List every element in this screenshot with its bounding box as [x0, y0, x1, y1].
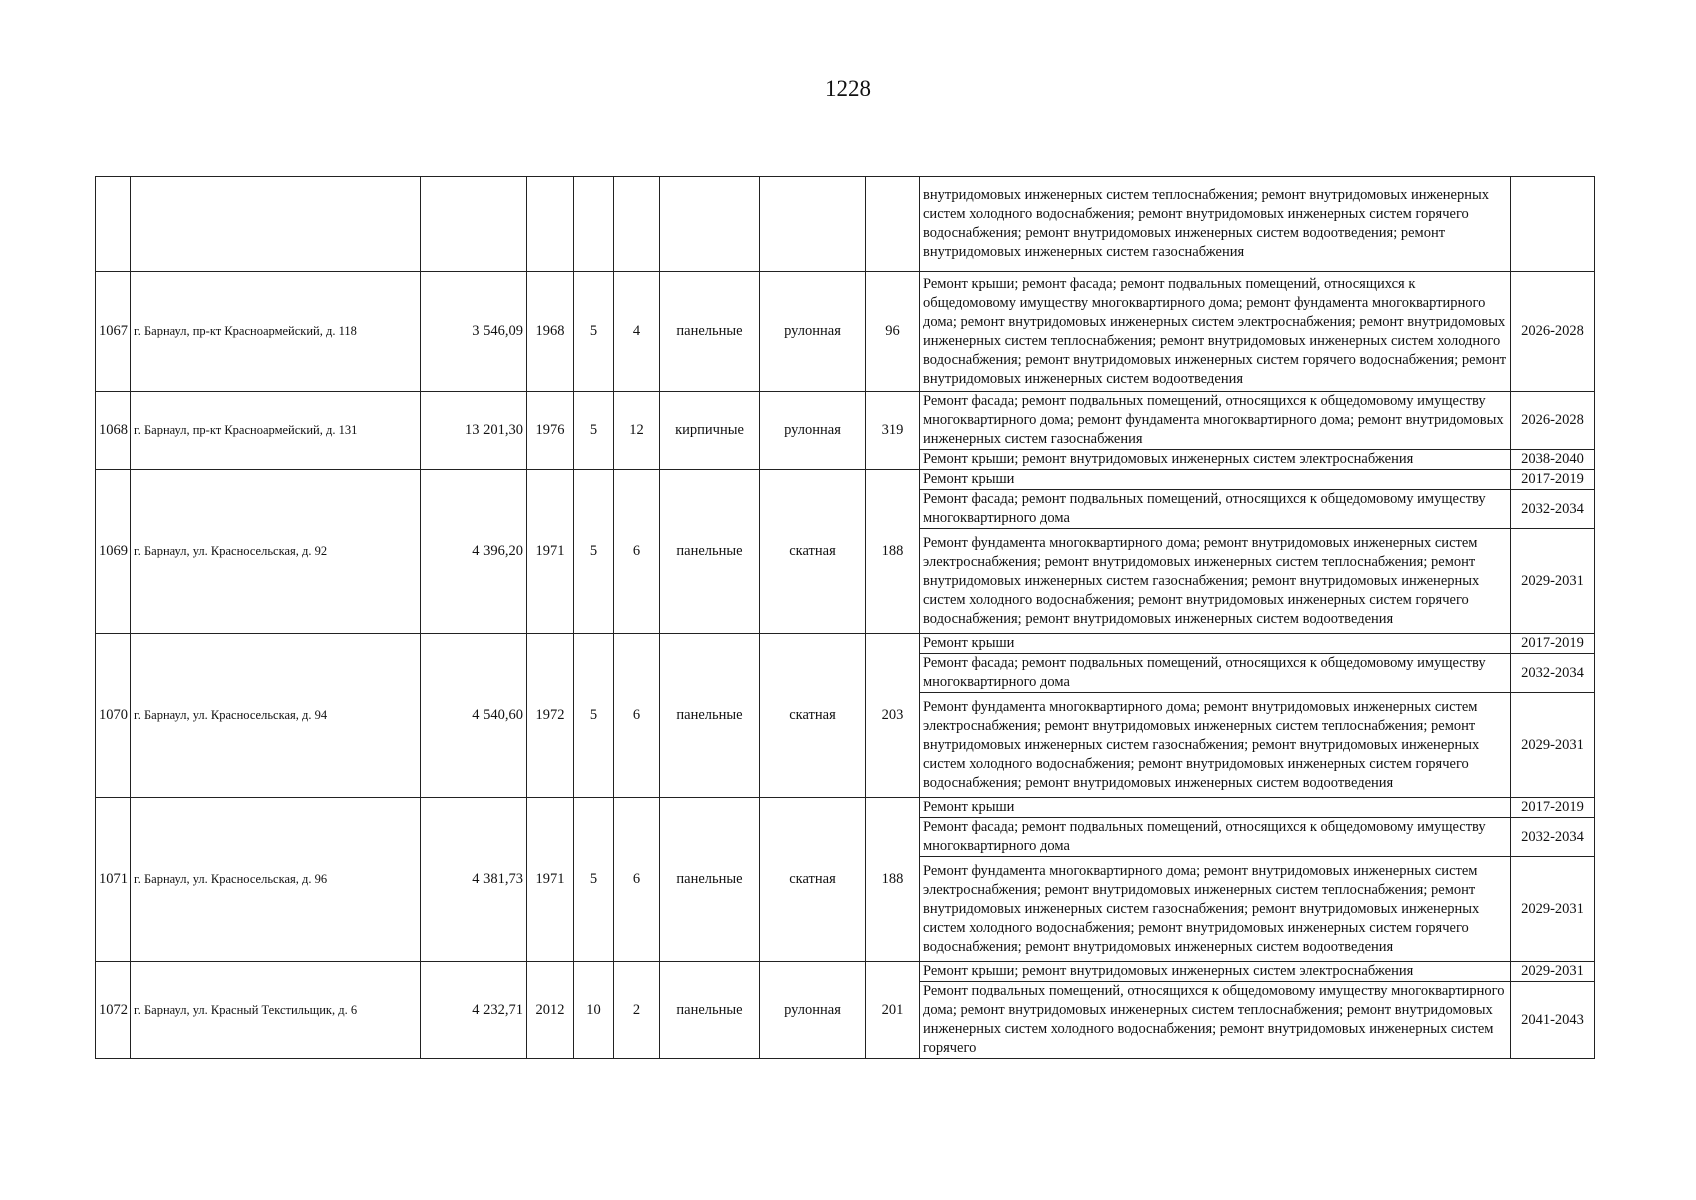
floors-count: 5 — [574, 470, 614, 634]
roof-type: рулонная — [760, 392, 866, 470]
works-description: Ремонт крыши; ремонт внутридомовых инженерных систем электроснабжения — [920, 450, 1511, 470]
works-period: 2029-2031 — [1511, 857, 1595, 962]
works-period: 2029-2031 — [1511, 962, 1595, 982]
continuation-roof — [760, 177, 866, 272]
address-cell: г. Барнаул, пр-кт Красноармейский, д. 131 — [131, 392, 421, 470]
wall-material: панельные — [660, 634, 760, 798]
works-period: 2032-2034 — [1511, 490, 1595, 529]
total-area: 4 381,73 — [421, 798, 527, 962]
floors-count: 5 — [574, 392, 614, 470]
works-description: Ремонт фасада; ремонт подвальных помещений, относящихся к общедомовому имуществу многоквартирного дома — [920, 490, 1511, 529]
roof-type: рулонная — [760, 962, 866, 1059]
works-period: 2029-2031 — [1511, 529, 1595, 634]
entrances-count: 6 — [614, 634, 660, 798]
residents-count: 201 — [866, 962, 920, 1059]
record-number: 1069 — [96, 470, 131, 634]
entrances-count: 12 — [614, 392, 660, 470]
residents-count: 188 — [866, 798, 920, 962]
works-description: Ремонт фундамента многоквартирного дома; ремонт внутридомовых инженерных систем электроснабжения; ремонт внутридомовых инженерных систем теплоснабжения; ремонт внутридомовых инженерных систем газоснабжения; ремонт внутридомовых инженерных систем холодного водоснабжения; ремонт внутридомовых инженерных систем горячего водоснабжения; ремонт внутридомовых инженерных систем водоотведения — [920, 693, 1511, 798]
table-row — [96, 962, 1595, 982]
works-period: 2017-2019 — [1511, 470, 1595, 490]
works-description: Ремонт крыши; ремонт фасада; ремонт подвальных помещений, относящихся к общедомовому имуществу многоквартирного дома; ремонт фундамента многоквартирного дома; ремонт внутридомовых инженерных систем электроснабжения; ремонт внутридомовых инженерных систем теплоснабжения; ремонт внутридомовых инженерных систем холодного водоснабжения; ремонт внутридомовых инженерных систем горячего водоснабжения; ремонт внутридомовых инженерных систем водоотведения — [920, 272, 1511, 392]
address-cell: г. Барнаул, ул. Красный Текстильщик, д. 6 — [131, 962, 421, 1059]
works-description: Ремонт фасада; ремонт подвальных помещений, относящихся к общедомовому имуществу многоквартирного дома — [920, 818, 1511, 857]
works-period: 2017-2019 — [1511, 634, 1595, 654]
continuation-year — [527, 177, 574, 272]
build-year: 2012 — [527, 962, 574, 1059]
works-period: 2029-2031 — [1511, 693, 1595, 798]
roof-type: скатная — [760, 470, 866, 634]
table-row — [96, 392, 1595, 450]
page-number: 1228 — [825, 76, 871, 101]
continuation-address — [131, 177, 421, 272]
wall-material: панельные — [660, 798, 760, 962]
works-period: 2032-2034 — [1511, 654, 1595, 693]
floors-count: 5 — [574, 272, 614, 392]
works-period: 2041-2043 — [1511, 982, 1595, 1059]
roof-type: скатная — [760, 634, 866, 798]
continuation-floors — [574, 177, 614, 272]
works-description: Ремонт крыши — [920, 634, 1511, 654]
record-number: 1072 — [96, 962, 131, 1059]
continuation-walls — [660, 177, 760, 272]
record-number: 1068 — [96, 392, 131, 470]
table-row — [96, 470, 1595, 490]
wall-material: панельные — [660, 470, 760, 634]
entrances-count: 4 — [614, 272, 660, 392]
build-year: 1972 — [527, 634, 574, 798]
repair-schedule-table — [95, 176, 1595, 1059]
works-period: 2032-2034 — [1511, 818, 1595, 857]
works-description: Ремонт фасада; ремонт подвальных помещений, относящихся к общедомовому имуществу многоквартирного дома; ремонт фундамента многоквартирного дома; ремонт внутридомовых инженерных систем газоснабжения — [920, 392, 1511, 450]
roof-type: скатная — [760, 798, 866, 962]
residents-count: 96 — [866, 272, 920, 392]
wall-material: кирпичные — [660, 392, 760, 470]
record-number: 1070 — [96, 634, 131, 798]
record-number: 1071 — [96, 798, 131, 962]
build-year: 1971 — [527, 470, 574, 634]
address-cell: г. Барнаул, ул. Красносельская, д. 94 — [131, 634, 421, 798]
wall-material: панельные — [660, 962, 760, 1059]
build-year: 1976 — [527, 392, 574, 470]
continuation-works: внутридомовых инженерных систем теплоснабжения; ремонт внутридомовых инженерных систем холодного водоснабжения; ремонт внутридомовых инженерных систем горячего водоснабжения; ремонт внутридомовых инженерных систем водоотведения; ремонт внутридомовых инженерных систем газоснабжения — [920, 177, 1511, 272]
address-cell: г. Барнаул, пр-кт Красноармейский, д. 118 — [131, 272, 421, 392]
table-row — [96, 272, 1595, 392]
total-area: 3 546,09 — [421, 272, 527, 392]
build-year: 1968 — [527, 272, 574, 392]
table-row — [96, 798, 1595, 818]
residents-count: 188 — [866, 470, 920, 634]
entrances-count: 6 — [614, 470, 660, 634]
address-cell: г. Барнаул, ул. Красносельская, д. 96 — [131, 798, 421, 962]
works-description: Ремонт фундамента многоквартирного дома; ремонт внутридомовых инженерных систем электроснабжения; ремонт внутридомовых инженерных систем теплоснабжения; ремонт внутридомовых инженерных систем газоснабжения; ремонт внутридомовых инженерных систем холодного водоснабжения; ремонт внутридомовых инженерных систем горячего водоснабжения; ремонт внутридомовых инженерных систем водоотведения — [920, 529, 1511, 634]
continuation-entrances — [614, 177, 660, 272]
continuation-no — [96, 177, 131, 272]
works-description: Ремонт фундамента многоквартирного дома; ремонт внутридомовых инженерных систем электроснабжения; ремонт внутридомовых инженерных систем теплоснабжения; ремонт внутридомовых инженерных систем газоснабжения; ремонт внутридомовых инженерных систем холодного водоснабжения; ремонт внутридомовых инженерных систем горячего водоснабжения; ремонт внутридомовых инженерных систем водоотведения — [920, 857, 1511, 962]
residents-count: 319 — [866, 392, 920, 470]
total-area: 4 540,60 — [421, 634, 527, 798]
floors-count: 5 — [574, 634, 614, 798]
total-area: 4 396,20 — [421, 470, 527, 634]
residents-count: 203 — [866, 634, 920, 798]
total-area: 4 232,71 — [421, 962, 527, 1059]
record-number: 1067 — [96, 272, 131, 392]
works-description: Ремонт крыши; ремонт внутридомовых инженерных систем электроснабжения — [920, 962, 1511, 982]
works-description: Ремонт крыши — [920, 798, 1511, 818]
address-cell: г. Барнаул, ул. Красносельская, д. 92 — [131, 470, 421, 634]
works-description: Ремонт подвальных помещений, относящихся к общедомовому имуществу многоквартирного дома; ремонт внутридомовых инженерных систем теплоснабжения; ремонт внутридомовых инженерных систем холодного водоснабжения; ремонт внутридомовых инженерных систем горячего — [920, 982, 1511, 1059]
build-year: 1971 — [527, 798, 574, 962]
entrances-count: 6 — [614, 798, 660, 962]
entrances-count: 2 — [614, 962, 660, 1059]
works-period: 2017-2019 — [1511, 798, 1595, 818]
works-period: 2026-2028 — [1511, 392, 1595, 450]
continuation-period — [1511, 177, 1595, 272]
continuation-residents — [866, 177, 920, 272]
floors-count: 10 — [574, 962, 614, 1059]
works-description: Ремонт крыши — [920, 470, 1511, 490]
continuation-area — [421, 177, 527, 272]
works-description: Ремонт фасада; ремонт подвальных помещений, относящихся к общедомовому имуществу многоквартирного дома — [920, 654, 1511, 693]
works-period: 2038-2040 — [1511, 450, 1595, 470]
works-period: 2026-2028 — [1511, 272, 1595, 392]
roof-type: рулонная — [760, 272, 866, 392]
table-row — [96, 634, 1595, 654]
total-area: 13 201,30 — [421, 392, 527, 470]
wall-material: панельные — [660, 272, 760, 392]
floors-count: 5 — [574, 798, 614, 962]
table-row-continuation — [96, 177, 1595, 272]
